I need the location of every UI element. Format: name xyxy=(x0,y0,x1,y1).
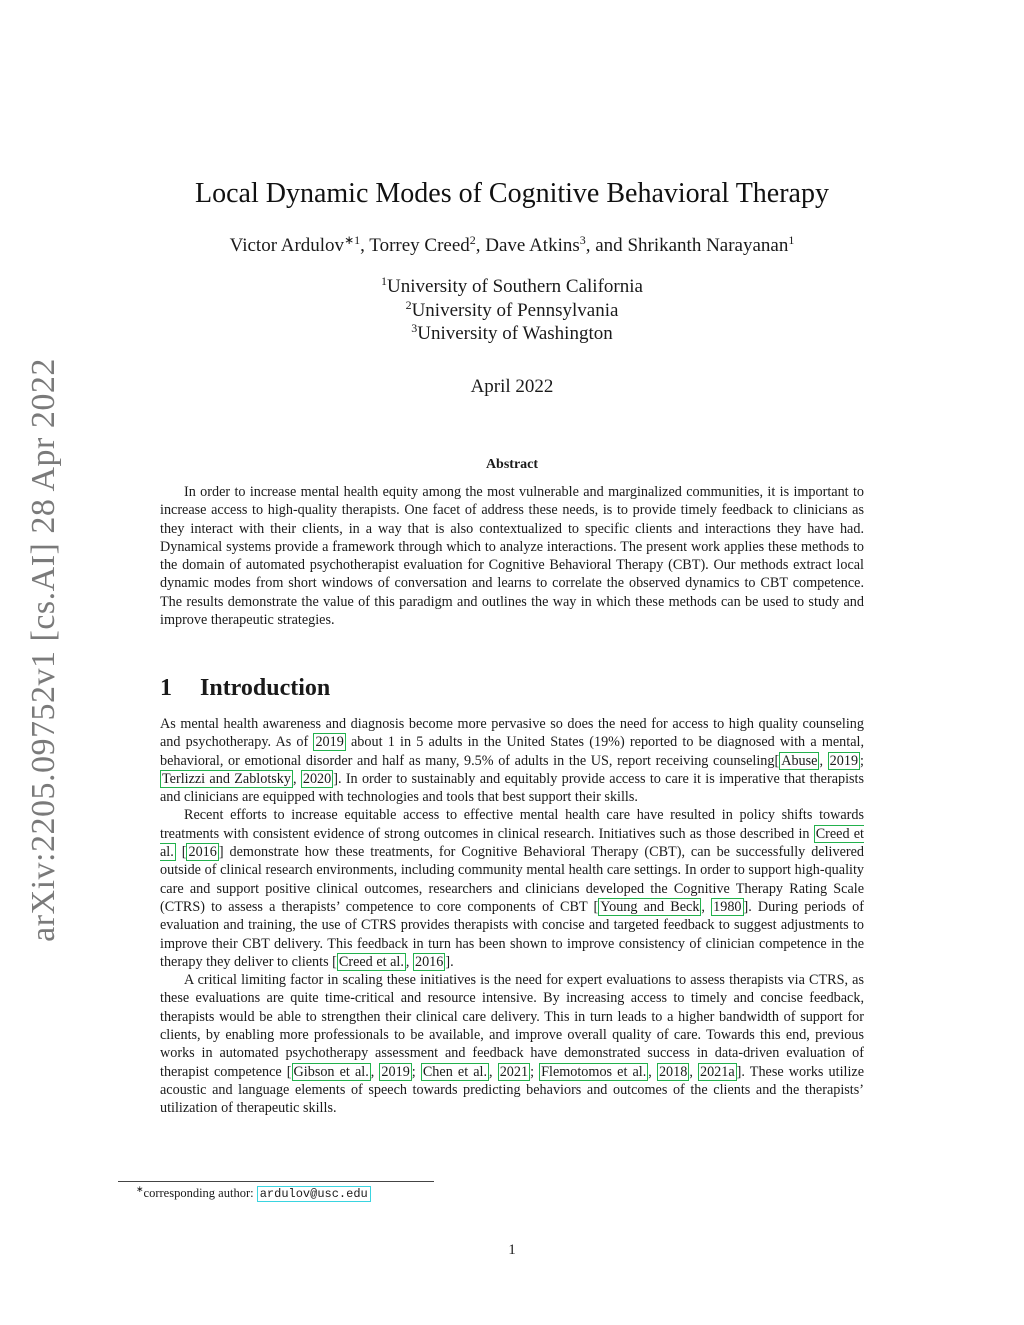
paragraph-text: , xyxy=(648,1063,657,1080)
author-name: Dave Atkins xyxy=(485,235,580,256)
page-number: 1 xyxy=(508,1242,516,1258)
intro-paragraph xyxy=(160,806,864,971)
paragraph-text: ]. These works utilize acoustic and language elements of speech towards predicting behaviors and outcomes of the clients and the therapists’ utilization of therapeutic skills. xyxy=(160,1063,865,1117)
paragraph-text: , xyxy=(292,770,301,787)
author-name: Torrey Creed xyxy=(369,235,470,256)
affiliation xyxy=(0,322,1024,346)
citation-link[interactable]: 2016 xyxy=(414,953,444,970)
paragraph-text: ; xyxy=(860,752,864,769)
affiliation xyxy=(0,299,1024,323)
author-affiliation-mark: 2 xyxy=(469,233,476,247)
arxiv-identifier: arXiv:2205.09752v1 [cs.AI] 28 Apr 2022 xyxy=(25,358,62,942)
affiliation-list xyxy=(0,275,1024,346)
affiliation xyxy=(0,275,1024,299)
author-name: Shrikanth Narayanan xyxy=(627,235,789,256)
email-link[interactable]: ardulov@usc.edu xyxy=(257,1186,371,1202)
citation-link[interactable]: 2020 xyxy=(302,770,332,787)
footnote-label: corresponding author: xyxy=(143,1186,257,1200)
citation-link[interactable]: 2019 xyxy=(315,734,344,751)
abstract-body: In order to increase mental health equity among the most vulnerable and marginalized communities, it is important to increase access to high-quality therapists. One facet of address these needs, is to provide timely feedback to clinicians as they interact with their clients, in a way that is also contextualized to specific clients and interactions they have had. Dynamical systems provide a framework through which to analyze interactions. The present work applies these methods to the domain of automated psychotherapist evaluation for Cognitive Behavioral Therapy (CBT). Our methods extract local dynamic modes from short windows of conversation and learns to correlate the observed dynamics to CBT competence. The results demonstrate the value of this paradigm and outlines the way in which these methods can be used to study and improve therapeutic strategies. xyxy=(160,484,864,629)
affiliation-mark: 3 xyxy=(411,321,418,335)
citation-link[interactable]: 2019 xyxy=(381,1063,410,1080)
paragraph-text: As mental health awareness and diagnosis become more pervasive so does the need for access to high quality counseling and psychotherapy. As of xyxy=(160,716,864,751)
author-affiliation-mark: 1 xyxy=(788,233,795,247)
citation-link[interactable]: 2021a xyxy=(699,1063,735,1080)
paragraph-text: ; xyxy=(530,1063,540,1080)
section-heading xyxy=(160,675,330,702)
section-title: Introduction xyxy=(200,675,331,701)
paragraph-text: Recent efforts to increase equitable access to effective mental health care have resulted in policy shifts towards treatments with consistent evidence of strong outcomes in clinical research. Initiatives such as those described in xyxy=(160,807,864,842)
paragraph-text: ]. xyxy=(445,953,454,970)
paragraph-text: ]. During periods of evaluation and training, the use of CTRS provides therapists with concise and targeted feedback to suggest adjustments to improve their CBT delivery. This feedback in turn has been shown to improve consistency of clinician competence in the therapy they deliver to clients [ xyxy=(160,898,864,970)
paragraph-text: , xyxy=(689,1063,698,1080)
paragraph-text: , xyxy=(489,1063,498,1080)
citation-link[interactable]: 2018 xyxy=(658,1063,688,1080)
abstract-heading: Abstract xyxy=(485,457,539,472)
paragraph-text: ] demonstrate how these treatments, for Cognitive Behavioral Therapy (CBT), can be successfully delivered outside of clinical research environments, including community mental health care settings. In order to support high-quality care and support positive clinical outcomes, researchers and clinicians developed the Cognitive Therapy Rating Scale (CTRS) to assess a therapists’ competence to core components of CBT [ xyxy=(160,844,864,915)
intro-paragraph xyxy=(160,971,864,1117)
citation-link[interactable]: Young and Beck xyxy=(600,898,700,915)
paragraph-text: about 1 in 5 adults in the United States (19%) reported to be diagnosed with a mental, behavioral, or emotional disorder and half as many, 9.5% of adults in the US, report receiving counseling[ xyxy=(160,734,864,769)
paragraph-text: [ xyxy=(175,844,187,861)
publication-date: April 2022 xyxy=(470,376,554,397)
citation-link[interactable]: Flemotomos et al. xyxy=(541,1063,647,1080)
footnote xyxy=(136,1186,371,1201)
affiliation-name: University of Pennsylvania xyxy=(411,299,619,321)
citation-link[interactable]: Creed et al. xyxy=(338,953,404,970)
citation-link[interactable]: Terlizzi and Zablotsky xyxy=(162,770,291,787)
citation-link[interactable]: 2016 xyxy=(188,844,217,861)
author-affiliation-mark: 3 xyxy=(579,233,586,247)
author-separator: , and xyxy=(585,235,628,256)
footnote-divider xyxy=(118,1181,434,1182)
footnote-mark: ∗ xyxy=(136,1184,144,1194)
citation-link[interactable]: 1980 xyxy=(713,898,742,915)
affiliation-mark: 1 xyxy=(381,274,388,288)
citation-link[interactable]: 2019 xyxy=(829,752,859,769)
introduction-body xyxy=(160,715,864,1118)
affiliation-mark: 2 xyxy=(405,297,412,312)
paragraph-text: , xyxy=(819,752,828,769)
author-name: Victor Ardulov xyxy=(229,235,345,256)
author-affiliation-mark: ∗1 xyxy=(344,233,361,247)
intro-paragraph xyxy=(160,715,864,806)
affiliation-name: University of Southern California xyxy=(387,276,643,297)
paragraph-text: , xyxy=(370,1063,380,1080)
paragraph-text: , xyxy=(405,953,413,970)
citation-link[interactable]: Chen et al. xyxy=(422,1063,488,1080)
author-separator: , xyxy=(360,235,370,256)
paragraph-text: , xyxy=(701,898,712,915)
paragraph-text: A critical limiting factor in scaling these initiatives is the need for expert evaluations to assess therapists via CTRS, as these evaluations are quite time-critical and resource intensive. By increasing access to timely and concise feedback, therapists would be able to strengthen their clinical care delivery. This in turn leads to a higher bandwidth of support for clients, by enabling more professionals to be available, and improve overall quality of care. Towards this end, previous works in automated psychotherapy assessment and feedback have demonstrated success in data-driven evaluation of therapist competence [ xyxy=(160,972,864,1080)
citation-link[interactable]: Creed et al. xyxy=(160,825,864,861)
section-number: 1 xyxy=(160,675,172,701)
citation-link[interactable]: Gibson et al. xyxy=(293,1063,369,1080)
author-separator: , xyxy=(475,235,486,256)
author-list xyxy=(0,235,1024,257)
paragraph-text: ; xyxy=(411,1063,421,1080)
citation-link[interactable]: Abuse xyxy=(781,752,818,769)
citation-link[interactable]: 2021 xyxy=(499,1063,529,1080)
paragraph-text: ]. In order to sustainably and equitably provide access to care it is imperative that therapists and clinicians are equipped with technologies and tools that best support their skills. xyxy=(160,770,865,806)
affiliation-name: University of Washington xyxy=(417,323,613,344)
paper-title: Local Dynamic Modes of Cognitive Behavioral Therapy xyxy=(195,178,829,209)
